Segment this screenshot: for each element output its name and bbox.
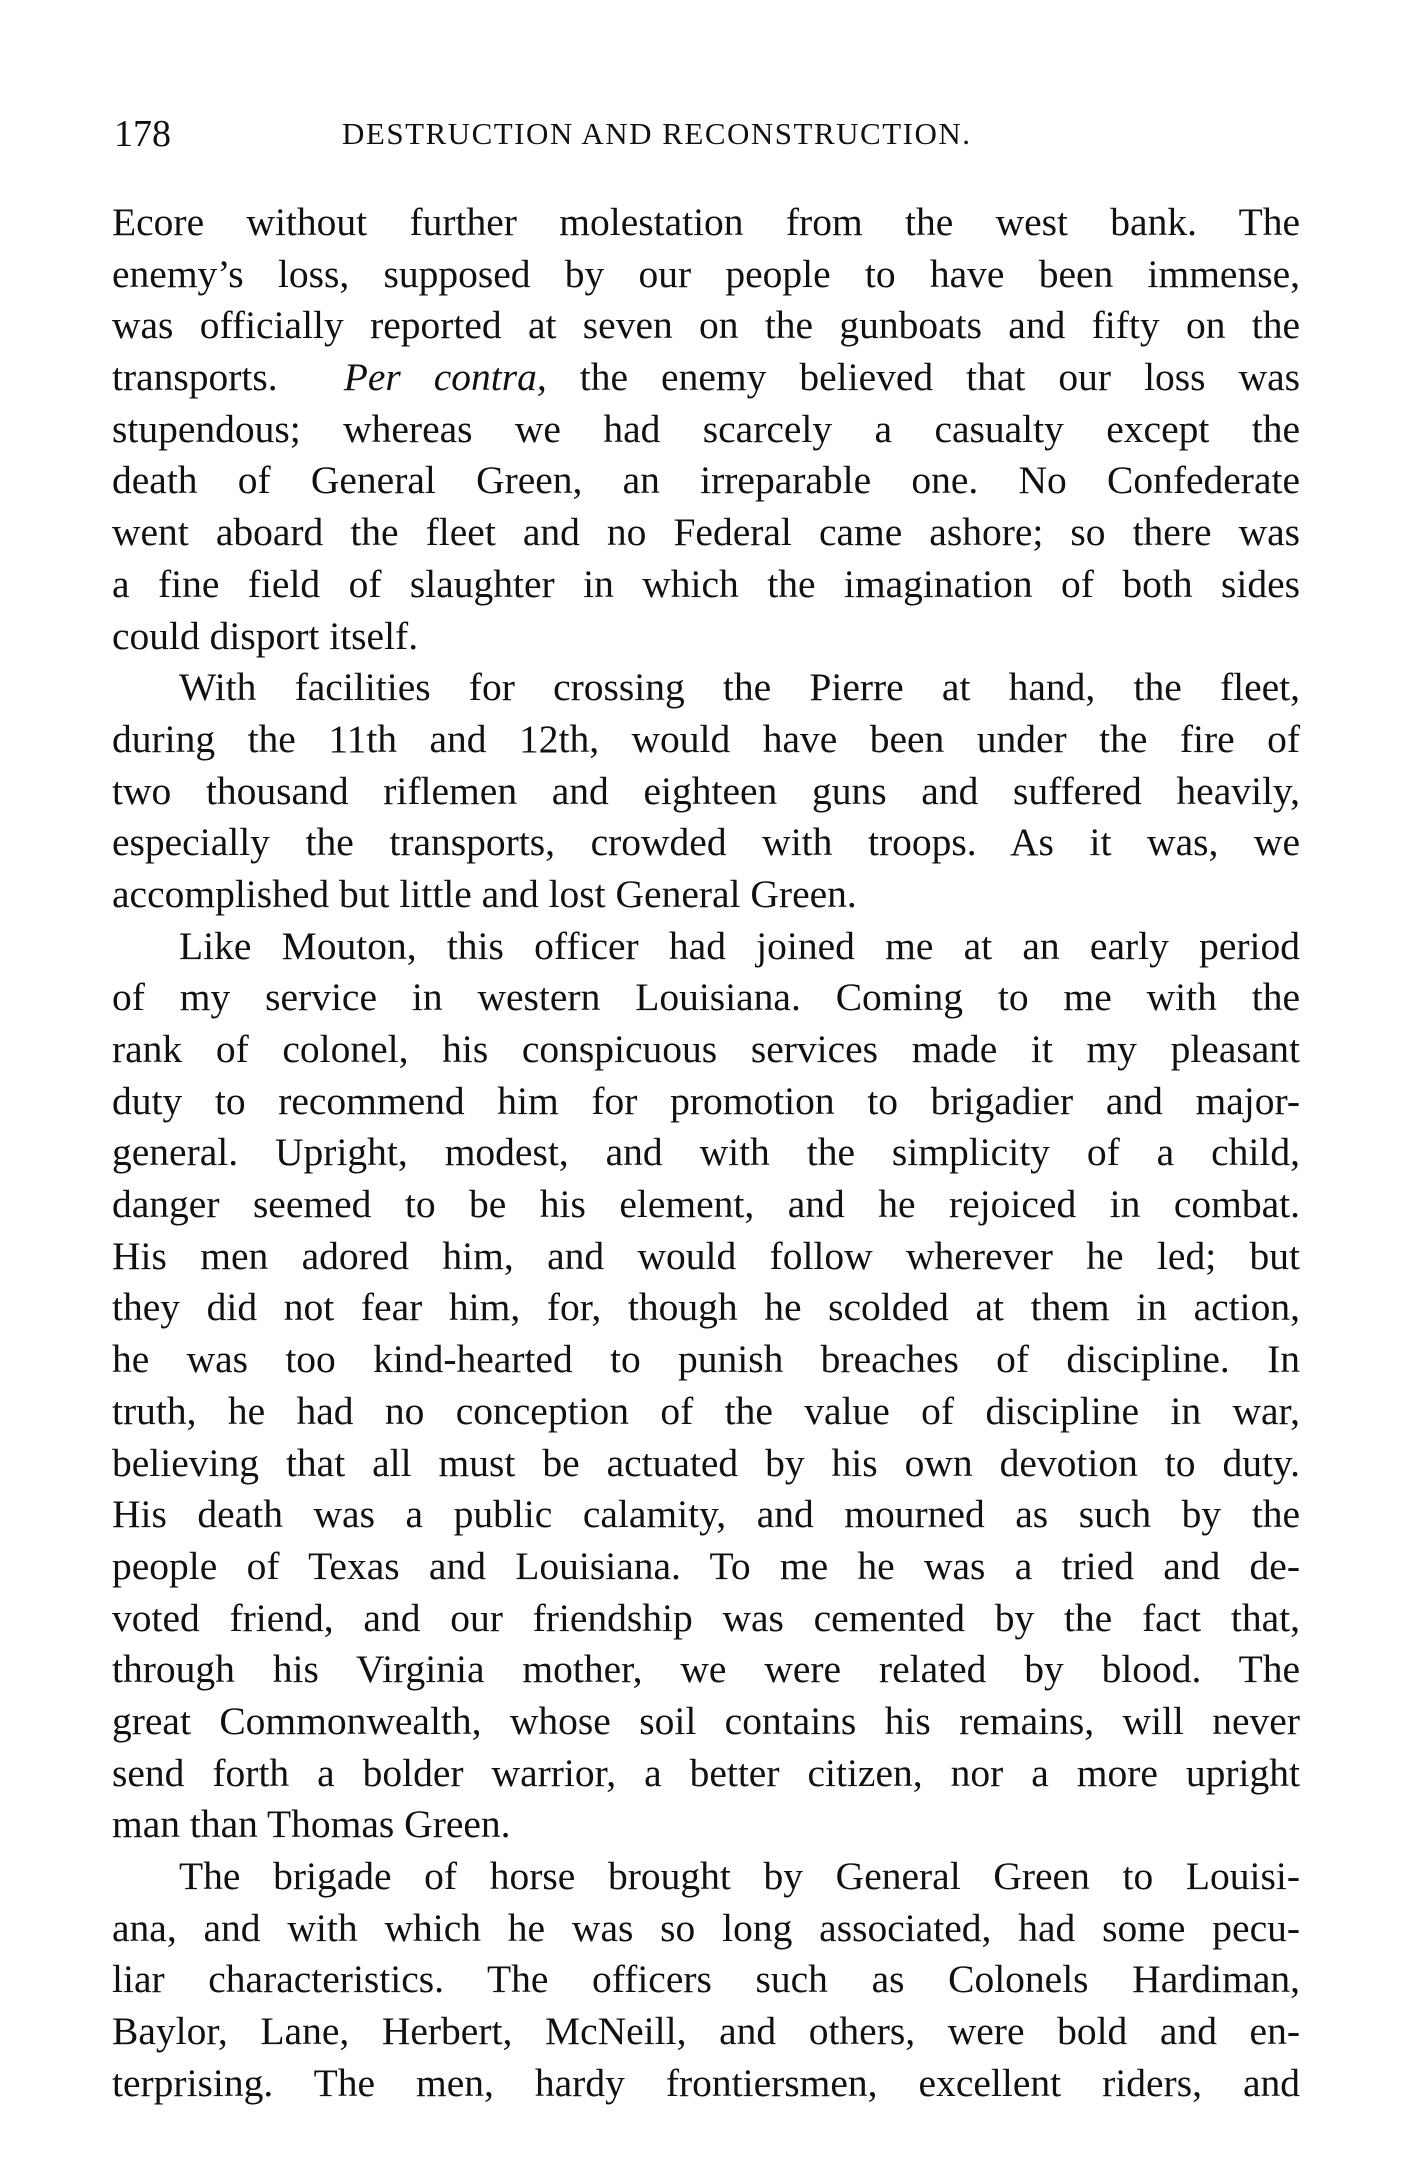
text-line: believing that all must be actuated by his own devotion to duty.	[112, 1440, 1300, 1485]
text-line: The brigade of horse brought by General Green to Louisi-	[179, 1854, 1300, 1898]
text-line: during the 11th and 12th, would have been under the fire of	[112, 716, 1300, 761]
text-line: ana, and with which he was so long associated, had some pecu-	[112, 1905, 1300, 1950]
text-line: man than Thomas Green.	[112, 1802, 511, 1847]
paragraph	[112, 921, 1300, 1851]
running-header	[114, 112, 1304, 162]
paragraph	[112, 662, 1300, 920]
page-number: 178	[114, 113, 171, 155]
text-line: danger seemed to be his element, and he rejoiced in combat.	[112, 1182, 1300, 1227]
text-line: especially the transports, crowded with troops. As it was, we	[112, 820, 1300, 865]
text-segment: transports.	[112, 355, 344, 400]
text-line: a fine field of slaughter in which the imagination of both sides	[112, 561, 1300, 606]
text-line: general. Upright, modest, and with the simplicity of a child,	[112, 1130, 1300, 1175]
text-line: His men adored him, and would follow wherever he led; but	[112, 1233, 1300, 1278]
text-line: could disport itself.	[112, 613, 419, 658]
text-line: went aboard the fleet and no Federal came ashore; so there was	[112, 510, 1300, 555]
text-line: truth, he had no conception of the value of discipline in war,	[112, 1388, 1300, 1433]
text-line: two thousand riflemen and eighteen guns and suffered heavily,	[112, 768, 1300, 813]
page-body	[112, 197, 1300, 2109]
text-line: liar characteristics. The officers such as Colonels Hardiman,	[112, 1957, 1300, 2002]
text-line: was officially reported at seven on the gunboats and fifty on the	[112, 303, 1300, 348]
text-line: he was too kind-hearted to punish breaches of discipline. In	[112, 1337, 1300, 1382]
text-line: great Commonwealth, whose soil contains his remains, will never	[112, 1698, 1300, 1743]
text-line: voted friend, and our friendship was cemented by the fact that,	[112, 1595, 1300, 1640]
text-segment: the enemy believed that our loss was	[546, 355, 1300, 400]
text-line: send forth a bolder warrior, a better citizen, nor a more upright	[112, 1750, 1300, 1795]
running-title: DESTRUCTION AND RECONSTRUCTION.	[342, 116, 972, 151]
text-line: stupendous; whereas we had scarcely a casualty except the	[112, 406, 1300, 451]
text-line: His death was a public calamity, and mourned as such by the	[112, 1492, 1300, 1537]
text-line: death of General Green, an irreparable one. No Confederate	[112, 458, 1300, 503]
text-line: enemy’s loss, supposed by our people to have been immense,	[112, 251, 1300, 296]
text-line: accomplished but little and lost General Green.	[112, 871, 857, 916]
text-line	[112, 352, 1300, 404]
text-line: duty to recommend him for promotion to brigadier and major-	[112, 1078, 1300, 1123]
text-line: With facilities for crossing the Pierre at hand, the fleet,	[179, 665, 1300, 710]
text-line: Ecore without further molestation from the west bank. The	[112, 200, 1300, 244]
text-line: Baylor, Lane, Herbert, McNeill, and others, were bold and en-	[112, 2009, 1300, 2054]
text-line: terprising. The men, hardy frontiersmen, excellent riders, and	[112, 2060, 1300, 2105]
paragraph	[112, 197, 1300, 662]
italic-phrase: Per contra,	[343, 355, 547, 400]
text-line: of my service in western Louisiana. Coming to me with the	[112, 975, 1300, 1020]
text-line: rank of colonel, his conspicuous services made it my pleasant	[112, 1027, 1300, 1071]
paragraph	[112, 1851, 1300, 2109]
text-line: Like Mouton, this officer had joined me at an early period	[179, 923, 1300, 968]
text-line: they did not fear him, for, though he scolded at them in action,	[112, 1285, 1300, 1330]
text-line: through his Virginia mother, we were related by blood. The	[112, 1647, 1300, 1692]
text-line: people of Texas and Louisiana. To me he was a tried and de-	[112, 1543, 1300, 1588]
